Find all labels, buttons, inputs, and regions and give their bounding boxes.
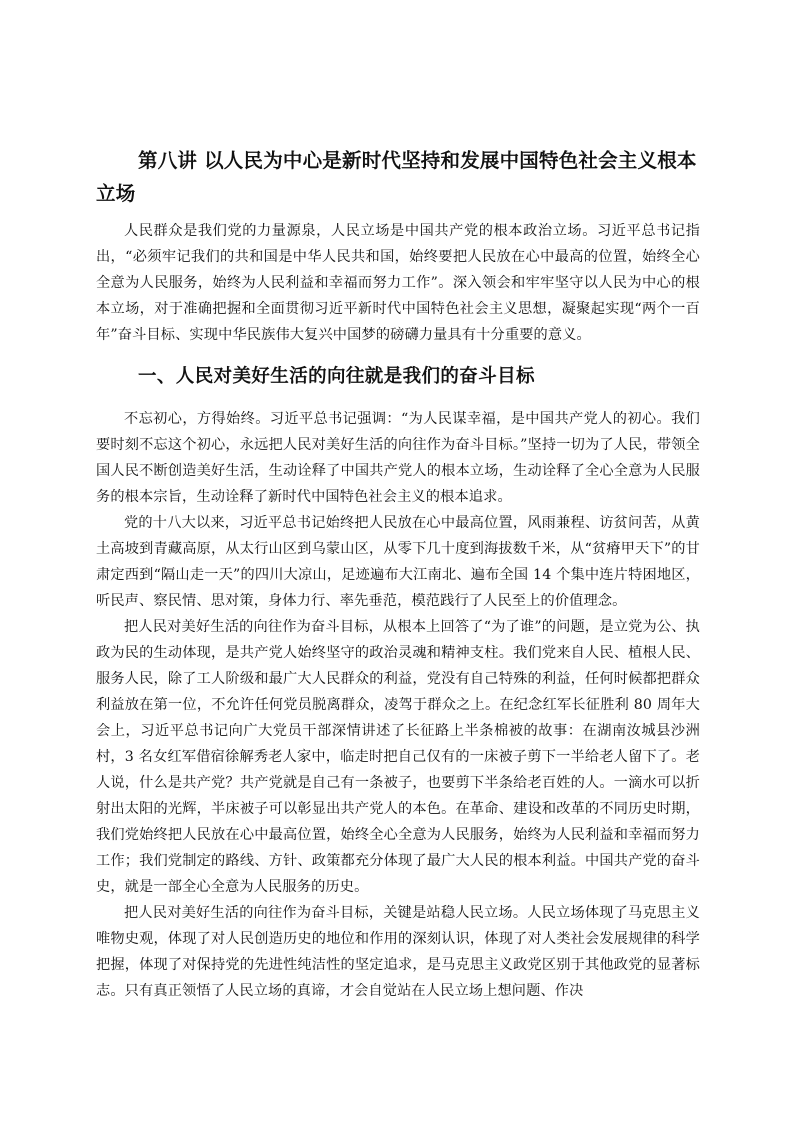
page-content [96, 144, 700, 1004]
intro-paragraph: 人民群众是我们党的力量源泉，人民立场是中国共产党的根本政治立场。习近平总书记指出，“必须牢记我们的共和国是中华人民共和国，始终要把人民放在心中最高的位置，始终全心全意为人民服务，始终为人民利益和幸福而努力工作”。深入领会和牢牢坚守以人民为中心的根本立场，对于准确把握和全面贯彻习近平新时代中国特色社会主义思想，凝聚起实现“两个一百年”奋斗目标、实现中华民族伟大复兴中国梦的磅礴力量具有十分重要的意义。 [96, 223, 700, 343]
lecture-title: 第八讲 以人民为中心是新时代坚持和发展中国特色社会主义根本立场 [96, 149, 697, 205]
body-paragraph-2: 党的十八大以来，习近平总书记始终把人民放在心中最高位置，风雨兼程、访贫问苦，从黄土高坡到青藏高原，从太行山区到乌蒙山区，从零下几十度到海拔数千米，从“贫瘠甲天下”的甘肃定西到“隔山走一天”的四川大凉山，足迹遍布大江南北、遍布全国 14 个集中连片特困地区，听民声、察民情、思对策，身体力行、率先垂范，模范践行了人民至上的价值理念。 [96, 515, 700, 609]
section-heading: 一、人民对美好生活的向往就是我们的奋斗目标 [138, 366, 535, 387]
body-paragraph-3: 把人民对美好生活的向往作为奋斗目标，从根本上回答了“为了谁”的问题，是立党为公、执政为民的生动体现，是共产党人始终坚守的政治灵魂和精神支柱。我们党来自人民、植根人民、服务人民，除了工人阶级和最广大人民群众的利益，党没有自己特殊的利益，任何时候都把群众利益放在第一位，不允许任何党员脱离群众，凌驾于群众之上。在纪念红军长征胜利 80 周年大会上，习近平总书记向广大党员干部深情讲述了长征路上半条棉被的故事：在湖南汝城县沙洲村，3 名女红军借宿徐解秀老人家中，临走时把自己仅有的一床被子剪下一半给老人留下了。老人说，什么是共产党？共产党就是自己有一条被子，也要剪下半条给老百姓的人。一滴水可以折射出太阳的光辉，半床被子可以彰显出共产党人的本色。在革命、建设和改革的不同历史时期，我们党始终把人民放在心中最高位置，始终全心全意为人民服务，始终为人民利益和幸福而努力工作；我们党制定的路线、方针、政策都充分体现了最广大人民的根本利益。中国共产党的奋斗史，就是一部全心全意为人民服务的历史。 [96, 619, 700, 895]
body-paragraph-1: 不忘初心，方得始终。习近平总书记强调：“为人民谋幸福，是中国共产党人的初心。我们要时刻不忘这个初心，永远把人民对美好生活的向往作为奋斗目标。”坚持一切为了人民，带领全国人民不断创造美好生活，生动诠释了中国共产党人的根本立场，生动诠释了全心全意为人民服务的根本宗旨，生动诠释了新时代中国特色社会主义的根本追求。 [96, 411, 700, 505]
body-paragraph-4: 把人民对美好生活的向往作为奋斗目标，关键是站稳人民立场。人民立场体现了马克思主义唯物史观，体现了对人民创造历史的地位和作用的深刻认识，体现了对人类社会发展规律的科学把握，体现了对保持党的先进性纯洁性的坚定追求，是马克思主义政党区别于其他政党的显著标志。只有真正领悟了人民立场的真谛，才会自觉站在人民立场上想问题、作决 [96, 905, 700, 999]
